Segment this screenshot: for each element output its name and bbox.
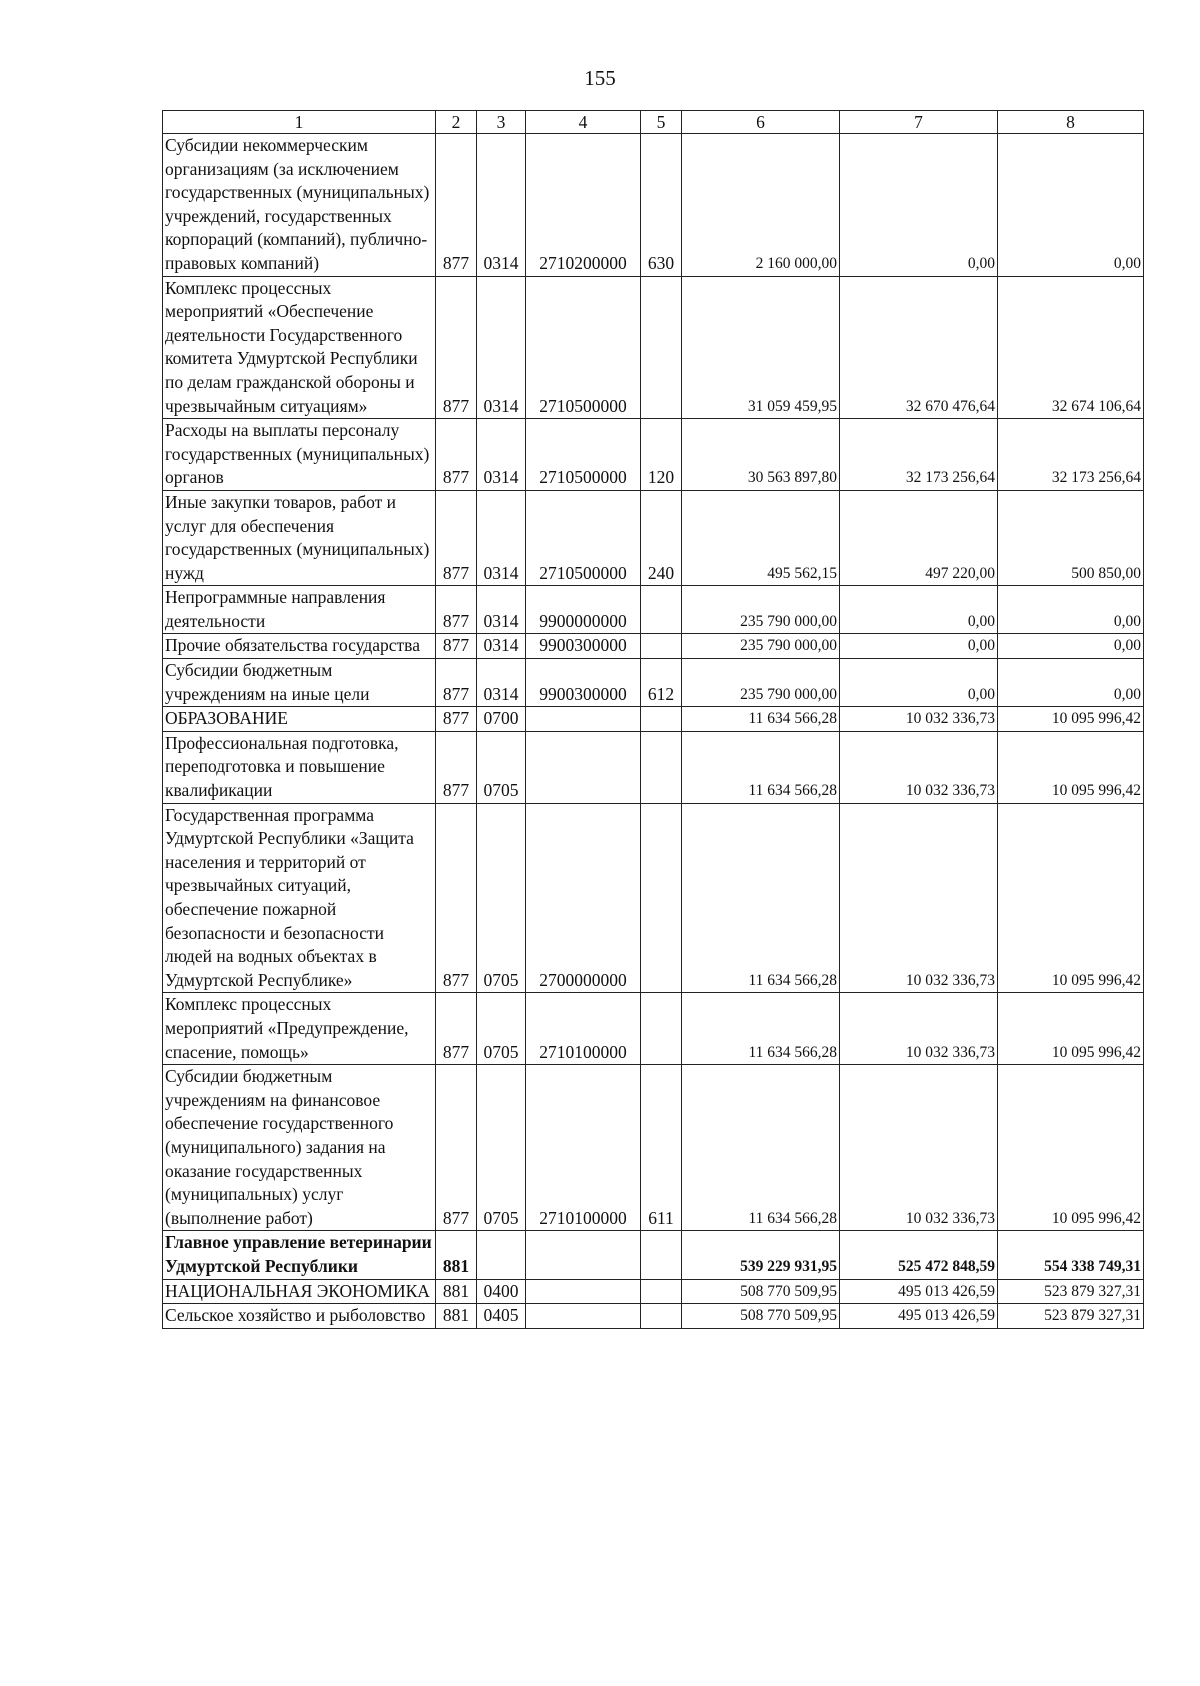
row-name: Субсидии некоммерческим организациям (за исключением государственных (муниципальных) учреждений, государственных корпораций (компаний), публично-правовых компаний)	[163, 134, 436, 277]
amount-year-1: 11 634 566,28	[682, 803, 840, 993]
amount-year-2: 32 173 256,64	[840, 419, 998, 491]
expense-type: 630	[641, 134, 682, 277]
ministry-code: 877	[436, 276, 477, 419]
amount-year-2: 497 220,00	[840, 490, 998, 585]
section-code: 0314	[477, 659, 526, 707]
page-number: 155	[584, 66, 616, 90]
amount-year-1: 31 059 459,95	[682, 276, 840, 419]
amount-year-3: 554 338 749,31	[998, 1231, 1144, 1279]
header-col-3: 3	[477, 111, 526, 134]
header-col-5: 5	[641, 111, 682, 134]
section-code: 0314	[477, 276, 526, 419]
amount-year-1: 11 634 566,28	[682, 1065, 840, 1231]
amount-year-3: 0,00	[998, 659, 1144, 707]
amount-year-2: 10 032 336,73	[840, 1065, 998, 1231]
target-article: 9900300000	[526, 634, 641, 659]
section-code: 0705	[477, 1065, 526, 1231]
section-code: 0700	[477, 707, 526, 732]
target-article	[526, 1231, 641, 1279]
table-body	[163, 134, 1144, 1329]
row-name: Государственная программа Удмуртской Республики «Защита населения и территорий от чрезвычайных ситуаций, обеспечение пожарной безопасности и безопасности людей на водных объектах в Удмуртской Республике»	[163, 803, 436, 993]
amount-year-3: 10 095 996,42	[998, 1065, 1144, 1231]
section-code: 0314	[477, 634, 526, 659]
target-article: 2710500000	[526, 490, 641, 585]
row-name: ОБРАЗОВАНИЕ	[163, 707, 436, 732]
amount-year-3: 0,00	[998, 134, 1144, 277]
header-col-7: 7	[840, 111, 998, 134]
expense-type: 611	[641, 1065, 682, 1231]
section-code: 0314	[477, 134, 526, 277]
amount-year-1: 495 562,15	[682, 490, 840, 585]
amount-year-2: 495 013 426,59	[840, 1304, 998, 1329]
table-row	[163, 276, 1144, 419]
amount-year-1: 11 634 566,28	[682, 993, 840, 1065]
ministry-code: 877	[436, 707, 477, 732]
amount-year-1: 11 634 566,28	[682, 707, 840, 732]
row-name: НАЦИОНАЛЬНАЯ ЭКОНОМИКА	[163, 1279, 436, 1304]
table-row	[163, 659, 1144, 707]
amount-year-2: 10 032 336,73	[840, 993, 998, 1065]
target-article: 9900000000	[526, 586, 641, 634]
ministry-code: 881	[436, 1304, 477, 1329]
target-article: 2700000000	[526, 803, 641, 993]
section-code: 0314	[477, 490, 526, 585]
ministry-code: 881	[436, 1231, 477, 1279]
amount-year-1: 235 790 000,00	[682, 659, 840, 707]
amount-year-2: 32 670 476,64	[840, 276, 998, 419]
table-row	[163, 1231, 1144, 1279]
section-code: 0405	[477, 1304, 526, 1329]
target-article: 2710100000	[526, 1065, 641, 1231]
row-name: Прочие обязательства государства	[163, 634, 436, 659]
row-name: Комплекс процессных мероприятий «Предупреждение, спасение, помощь»	[163, 993, 436, 1065]
section-code: 0314	[477, 419, 526, 491]
amount-year-1: 508 770 509,95	[682, 1279, 840, 1304]
header-col-4: 4	[526, 111, 641, 134]
ministry-code: 877	[436, 803, 477, 993]
budget-table	[162, 110, 1144, 1329]
amount-year-3: 523 879 327,31	[998, 1279, 1144, 1304]
table-row	[163, 586, 1144, 634]
amount-year-1: 508 770 509,95	[682, 1304, 840, 1329]
row-name: Субсидии бюджетным учреждениям на финансовое обеспечение государственного (муниципального) задания на оказание государственных (муниципальных) услуг (выполнение работ)	[163, 1065, 436, 1231]
amount-year-3: 500 850,00	[998, 490, 1144, 585]
row-name: Профессиональная подготовка, переподготовка и повышение квалификации	[163, 731, 436, 803]
section-code: 0705	[477, 803, 526, 993]
amount-year-3: 0,00	[998, 634, 1144, 659]
expense-type	[641, 707, 682, 732]
amount-year-2: 0,00	[840, 134, 998, 277]
amount-year-2: 495 013 426,59	[840, 1279, 998, 1304]
section-code: 0314	[477, 586, 526, 634]
ministry-code: 877	[436, 490, 477, 585]
section-code: 0400	[477, 1279, 526, 1304]
section-code: 0705	[477, 731, 526, 803]
expense-type	[641, 586, 682, 634]
header-col-8: 8	[998, 111, 1144, 134]
expense-type	[641, 993, 682, 1065]
target-article	[526, 731, 641, 803]
row-name: Главное управление ветеринарии Удмуртской Республики	[163, 1231, 436, 1279]
header-col-1: 1	[163, 111, 436, 134]
expense-type	[641, 731, 682, 803]
table-row	[163, 134, 1144, 277]
ministry-code: 877	[436, 993, 477, 1065]
table-row	[163, 1279, 1144, 1304]
ministry-code: 877	[436, 134, 477, 277]
amount-year-1: 539 229 931,95	[682, 1231, 840, 1279]
target-article	[526, 707, 641, 732]
expense-type	[641, 1304, 682, 1329]
amount-year-3: 10 095 996,42	[998, 803, 1144, 993]
target-article: 2710100000	[526, 993, 641, 1065]
amount-year-3: 10 095 996,42	[998, 707, 1144, 732]
row-name: Непрограммные направления деятельности	[163, 586, 436, 634]
expense-type	[641, 803, 682, 993]
table-row	[163, 731, 1144, 803]
table-row	[163, 490, 1144, 585]
expense-type	[641, 634, 682, 659]
row-name: Иные закупки товаров, работ и услуг для обеспечения государственных (муниципальных) нужд	[163, 490, 436, 585]
expense-type: 612	[641, 659, 682, 707]
amount-year-2: 10 032 336,73	[840, 803, 998, 993]
expense-type	[641, 1231, 682, 1279]
amount-year-1: 30 563 897,80	[682, 419, 840, 491]
target-article	[526, 1304, 641, 1329]
ministry-code: 877	[436, 586, 477, 634]
expense-type	[641, 1279, 682, 1304]
row-name: Субсидии бюджетным учреждениям на иные цели	[163, 659, 436, 707]
amount-year-2: 0,00	[840, 659, 998, 707]
expense-type: 120	[641, 419, 682, 491]
table-row	[163, 1065, 1144, 1231]
expense-type	[641, 276, 682, 419]
table-row	[163, 993, 1144, 1065]
target-article: 2710500000	[526, 276, 641, 419]
row-name: Сельское хозяйство и рыболовство	[163, 1304, 436, 1329]
section-code	[477, 1231, 526, 1279]
table-row	[163, 1304, 1144, 1329]
amount-year-3: 32 674 106,64	[998, 276, 1144, 419]
target-article: 2710200000	[526, 134, 641, 277]
target-article: 9900300000	[526, 659, 641, 707]
ministry-code: 877	[436, 659, 477, 707]
table-row	[163, 634, 1144, 659]
ministry-code: 877	[436, 731, 477, 803]
target-article: 2710500000	[526, 419, 641, 491]
amount-year-3: 523 879 327,31	[998, 1304, 1144, 1329]
amount-year-3: 0,00	[998, 586, 1144, 634]
amount-year-2: 525 472 848,59	[840, 1231, 998, 1279]
table-row	[163, 803, 1144, 993]
expense-type: 240	[641, 490, 682, 585]
amount-year-3: 32 173 256,64	[998, 419, 1144, 491]
header-row	[163, 111, 1144, 134]
target-article	[526, 1279, 641, 1304]
amount-year-3: 10 095 996,42	[998, 993, 1144, 1065]
section-code: 0705	[477, 993, 526, 1065]
ministry-code: 877	[436, 1065, 477, 1231]
row-name: Комплекс процессных мероприятий «Обеспечение деятельности Государственного комитета Удмуртской Республики по делам гражданской обороны и чрезвычайным ситуациям»	[163, 276, 436, 419]
amount-year-1: 2 160 000,00	[682, 134, 840, 277]
table-row	[163, 707, 1144, 732]
amount-year-2: 0,00	[840, 586, 998, 634]
amount-year-1: 235 790 000,00	[682, 586, 840, 634]
amount-year-1: 11 634 566,28	[682, 731, 840, 803]
table-row	[163, 419, 1144, 491]
ministry-code: 877	[436, 419, 477, 491]
header-col-6: 6	[682, 111, 840, 134]
amount-year-2: 10 032 336,73	[840, 731, 998, 803]
amount-year-1: 235 790 000,00	[682, 634, 840, 659]
amount-year-2: 0,00	[840, 634, 998, 659]
header-col-2: 2	[436, 111, 477, 134]
amount-year-2: 10 032 336,73	[840, 707, 998, 732]
ministry-code: 881	[436, 1279, 477, 1304]
amount-year-3: 10 095 996,42	[998, 731, 1144, 803]
ministry-code: 877	[436, 634, 477, 659]
row-name: Расходы на выплаты персоналу государственных (муниципальных) органов	[163, 419, 436, 491]
